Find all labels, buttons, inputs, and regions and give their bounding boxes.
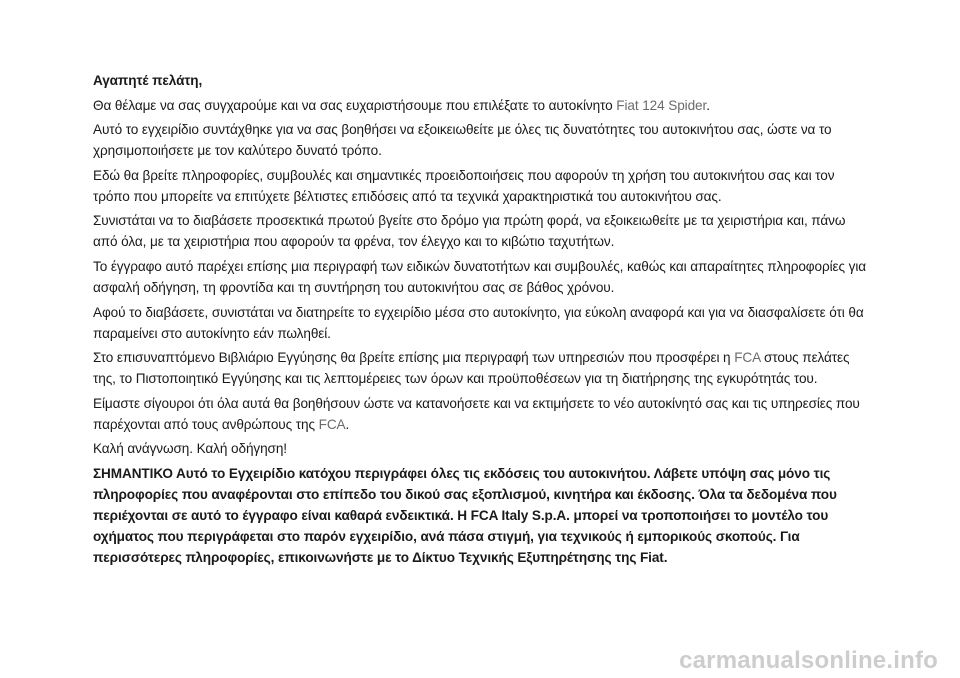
site-watermark: carmanualsonline.info [679,647,938,674]
brand-name: FCA [734,350,761,366]
paragraph-confidence [93,393,873,435]
closing-line: Καλή ανάγνωση. Καλή οδήγηση! [93,441,287,457]
greeting: Αγαπητέ πελάτη, [93,73,203,88]
paragraph-congratulations-end: . [706,97,710,113]
vehicle-model: Fiat 124 Spider [616,97,707,113]
paragraph-description: Το έγγραφο αυτό παρέχει επίσης μια περιγραφή των ειδικών δυνατοτήτων και συμβουλές, καθώς και απαραίτητες πληροφορίες για ασφαλή οδήγηση, τη φροντίδα και τη συντήρηση του αυτοκινήτου σας σε βάθος χρόνου. [93,258,866,295]
paragraph-confidence-after: . [345,416,350,432]
paragraph-information: Εδώ θα βρείτε πληροφορίες, συμβουλές και σημαντικές προειδοποιήσεις που αφορούν τη χρήση του αυτοκινήτου σας και τον τρόπο που μπορείτε να επιτύχετε βέλτιστες επιδόσεις από τα τεχνικά χαρακτηριστικά του αυτοκινήτου σας. [93,167,835,204]
paragraph-confidence-before: Είμαστε σίγουροι ότι όλα αυτά θα βοηθήσουν ώστε να κατανοήσετε και να εκτιμήσετε το νέο αυτοκίνητό σας και τις υπηρεσίες που παρέχονται από τους ανθρώπους της [93,395,860,432]
paragraph-congratulations [93,95,873,116]
brand-name: FCA [318,416,346,432]
paragraph-warranty-before: Στο επισυναπτόμενο Βιβλιάριο Εγγύησης θα βρείτε επίσης μια περιγραφή των υπηρεσιών που προσφέρει η [93,350,735,366]
paragraph-keep-in-car: Αφού το διαβάσετε, συνιστάται να διατηρείτε το εγχειρίδιο μέσα στο αυτοκίνητο, για εύκολη αναφορά και για να διασφαλίσετε ότι θα παραμείνει στο αυτοκίνητο εάν πωληθεί. [93,304,864,341]
important-notice: ΣΗΜΑΝΤΙΚΟ Αυτό το Εγχειρίδιο κατόχου περιγράφει όλες τις εκδόσεις του αυτοκινήτου. Λάβετε υπόψη σας μόνο τις πληροφορίες που αναφέρονται στο επίπεδο του δικού σας εξοπλισμού, κινητήρα και έκδοσης. Όλα τα δεδομένα που περιέχονται σε αυτό το έγγραφο είναι καθαρά ενδεικτικά. Η FCA Italy S.p.A. μπορεί να τροποποιήσει το μοντέλο του οχήματος που περιγράφεται στο παρόν εγχειρίδιο, ανά πάσα στιγμή, για τεχνικούς ή εμπορικούς σκοπούς. Για περισσότερες πληροφορίες, επικοινωνήστε με το Δίκτυο Τεχνικής Εξυπηρέτησης της Fiat. [93,465,837,565]
paragraph-warranty-after: στους πελάτες της, το Πιστοποιητικό Εγγύησης και τις λεπτομέρειες των όρων και προϋποθέσεων για τη διατήρησης της εγκυρότητάς του. [93,350,850,387]
paragraph-warranty [93,347,873,389]
manual-page [93,70,873,572]
paragraph-read-carefully: Συνιστάται να το διαβάσετε προσεκτικά πρωτού βγείτε στο δρόμο για πρώτη φορά, να εξοικειωθείτε με τα χειριστήρια και, πάνω από όλα, με τα χειριστήρια που αφορούν τα φρένα, τον έλεγχο και το κιβώτιο ταχυτήτων. [93,213,846,250]
paragraph-congratulations-text: Θα θέλαμε να σας συγχαρούμε και να σας ευχαριστήσουμε που επιλέξατε το αυτοκίνητο [93,97,617,113]
paragraph-purpose: Αυτό το εγχειρίδιο συντάχθηκε για να σας βοηθήσει να εξοικειωθείτε με όλες τις δυνατότητες του αυτοκινήτου σας, ώστε να το χρησιμοποιήσετε με τον καλύτερο δυνατό τρόπο. [93,122,832,159]
